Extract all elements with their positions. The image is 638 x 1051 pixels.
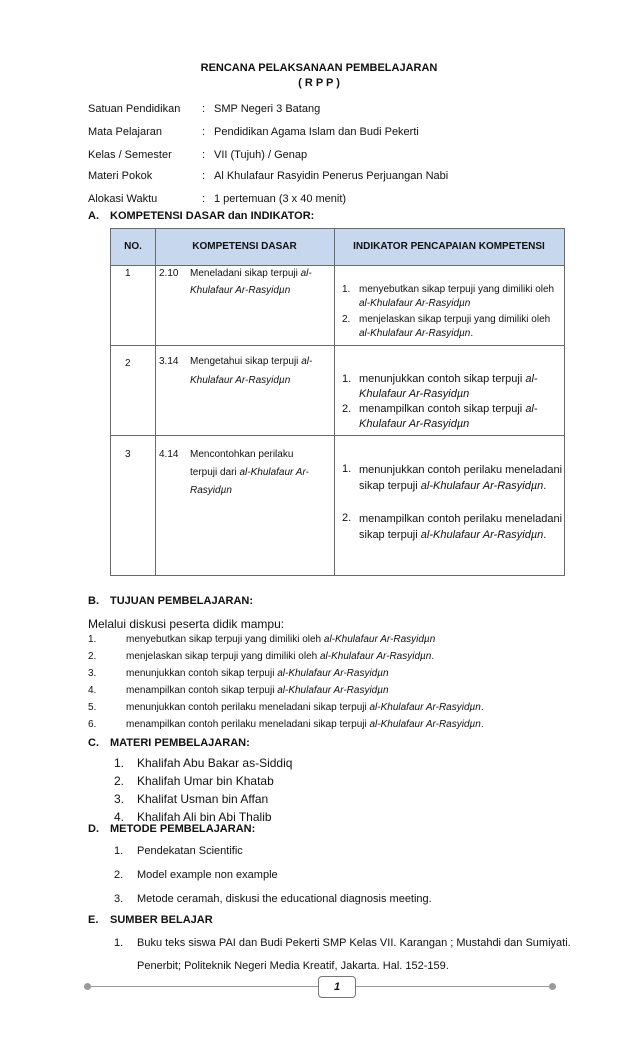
row-kd-italic: Khulafaur Ar-Rasyidµn [190, 285, 291, 296]
metode-num: 2. [114, 869, 124, 881]
indicator-num: 1. [342, 284, 351, 295]
materi-num: 1. [114, 756, 125, 770]
identity-label: Kelas / Semester [88, 149, 172, 161]
indicator-num: 1. [342, 373, 352, 385]
competency-table: NO. KOMPETENSI DASAR INDIKATOR PENCAPAIAN KOMPETENSI 1 2.10 Meneladani sikap terpuji al- Khulafaur Ar-Rasyidµn 1. menyebutkan sikap terpuji yang dimiliki oleh al-Khulafaur Ar-Rasyidµn 2. menjelaskan sikap terpuji yang dimiliki oleh al-Khulafaur Ar-Rasyidµn. 2 3.14 Mengetahui sikap terpuji al- Khulafaur Ar-Rasyidµn 1. menunjukkan contoh sikap terpuji al-Khulafaur Ar-Rasyidµn 2. menampilkan contoh sikap terpuji al-Khulafaur Ar-Rasyidµn 3 4.14 Mencontohkan perilaku terpuji dari al-Khulafaur Ar- Rasyidµn 1. menunjukkan contoh perilaku meneladani sikap terpuji al-Khulafaur Ar-Rasyidµn. 2. menampilkan contoh perilaku meneladani sikap terpuji al-Khulafaur Ar-Rasyidµn. [110, 228, 565, 576]
identity-value: 1 pertemuan (3 x 40 menit) [214, 193, 347, 205]
objective-item: menunjukkan contoh sikap terpuji al-Khulafaur Ar-Rasyidµn [126, 668, 389, 679]
materi-item: Khalifah Ali bin Abi Thalib [137, 810, 272, 824]
identity-label: Alokasi Waktu [88, 193, 158, 205]
row-code: 4.14 [159, 449, 179, 460]
indicator-item: menunjukkan contoh perilaku meneladani sikap terpuji al-Khulafaur Ar-Rasyidµn. [359, 464, 563, 492]
page-number: 1 [318, 976, 356, 998]
section-b-intro: Melalui diskusi peserta didik mampu: [88, 617, 285, 631]
objective-item: menampilkan contoh sikap terpuji al-Khulafaur Ar-Rasyidµn [126, 685, 389, 696]
section-e-title: SUMBER BELAJAR [110, 914, 213, 926]
section-a-letter: A. [88, 210, 99, 222]
row-kd-italic: Khulafaur Ar-Rasyidµn [190, 375, 291, 386]
document-subtitle: ( R P P ) [298, 77, 340, 89]
objective-item: menampilkan contoh perilaku meneladani sikap terpuji al-Khulafaur Ar-Rasyidµn. [126, 719, 484, 730]
row-code: 3.14 [159, 356, 179, 367]
row-code: 2.10 [159, 268, 179, 279]
section-d-title: METODE PEMBELAJARAN: [110, 823, 256, 835]
row-kd: Mengetahui sikap terpuji al- [190, 356, 313, 367]
objective-num: 2. [88, 651, 97, 662]
row-kd: Mencontohkan perilaku [190, 449, 294, 460]
footer-dot-right [549, 983, 556, 990]
objective-num: 1. [88, 634, 97, 645]
sumber-num: 1. [114, 937, 124, 949]
indicator-num: 2. [342, 314, 351, 325]
materi-item: Khalifat Usman bin Affan [137, 792, 269, 806]
indicator-num: 2. [342, 403, 352, 415]
objective-num: 5. [88, 702, 97, 713]
header-kompetensi-dasar: KOMPETENSI DASAR [192, 241, 297, 252]
section-c-title: MATERI PEMBELAJARAN: [110, 737, 250, 749]
metode-item: Metode ceramah, diskusi the educational diagnosis meeting. [137, 893, 432, 905]
indicator-item: menyebutkan sikap terpuji yang dimiliki oleh al-Khulafaur Ar-Rasyidµn [359, 284, 555, 309]
identity-value: Pendidikan Agama Islam dan Budi Pekerti [214, 126, 419, 138]
identity-label: Mata Pelajaran [88, 126, 162, 138]
metode-item: Model example non example [137, 869, 278, 881]
identity-value: Al Khulafaur Rasyidin Penerus Perjuangan Nabi [214, 170, 449, 182]
indicator-item: menjelaskan sikap terpuji yang dimiliki oleh al-Khulafaur Ar-Rasyidµn. [359, 314, 551, 339]
objective-item: menjelaskan sikap terpuji yang dimiliki oleh al-Khulafaur Ar-Rasyidµn. [126, 651, 435, 662]
metode-item: Pendekatan Scientific [137, 845, 243, 857]
materi-item: Khalifah Umar bin Khatab [137, 774, 274, 788]
section-b-title: TUJUAN PEMBELAJARAN: [110, 595, 254, 607]
metode-num: 1. [114, 845, 124, 857]
metode-num: 3. [114, 893, 124, 905]
materi-num: 2. [114, 774, 125, 788]
identity-colon: : [202, 170, 206, 182]
indicator-item: menampilkan contoh sikap terpuji al-Khulafaur Ar-Rasyidµn [359, 403, 538, 430]
identity-colon: : [202, 193, 206, 205]
identity-label: Materi Pokok [88, 170, 153, 182]
sumber-item: Buku teks siswa PAI dan Budi Pekerti SMP Kelas VII. Karangan ; Mustahdi dan Sumiyati. [137, 937, 571, 949]
materi-num: 4. [114, 810, 125, 824]
document-title: RENCANA PELAKSANAAN PEMBELAJARAN [200, 62, 438, 74]
section-c-letter: C. [88, 737, 99, 749]
objective-item: menunjukkan contoh perilaku meneladani sikap terpuji al-Khulafaur Ar-Rasyidµn. [126, 702, 484, 713]
identity-colon: : [202, 103, 206, 115]
section-b-letter: B. [88, 595, 99, 607]
identity-value: VII (Tujuh) / Genap [214, 149, 308, 161]
footer-dot-left [84, 983, 91, 990]
row-no: 1 [125, 268, 131, 279]
objective-num: 4. [88, 685, 97, 696]
materi-num: 3. [114, 792, 125, 806]
indicator-num: 2. [342, 512, 352, 524]
section-e-letter: E. [88, 914, 99, 926]
objective-num: 3. [88, 668, 97, 679]
section-d-letter: D. [88, 823, 99, 835]
header-no: NO. [124, 241, 142, 252]
row-kd-italic: Rasyidµn [190, 485, 232, 496]
indicator-item: menampilkan contoh perilaku meneladani sikap terpuji al-Khulafaur Ar-Rasyidµn. [359, 513, 563, 541]
section-a-title: KOMPETENSI DASAR dan INDIKATOR: [110, 210, 315, 222]
materi-item: Khalifah Abu Bakar as-Siddiq [137, 756, 293, 770]
indicator-num: 1. [342, 463, 352, 475]
row-no: 3 [125, 449, 131, 460]
row-kd: Meneladani sikap terpuji al- [190, 268, 312, 279]
identity-label: Satuan Pendidikan [88, 103, 181, 115]
sumber-item-continued: Penerbit; Politeknik Negeri Media Kreatif, Jakarta. Hal. 152-159. [137, 960, 449, 972]
identity-colon: : [202, 149, 206, 161]
identity-value: SMP Negeri 3 Batang [214, 103, 321, 115]
objective-item: menyebutkan sikap terpuji yang dimiliki oleh al-Khulafaur Ar-Rasyidµn [126, 634, 436, 645]
indicator-item: menunjukkan contoh sikap terpuji al-Khulafaur Ar-Rasyidµn [359, 373, 538, 400]
row-no: 2 [125, 358, 131, 369]
header-indikator: INDIKATOR PENCAPAIAN KOMPETENSI [353, 241, 545, 252]
identity-colon: : [202, 126, 206, 138]
objective-num: 6. [88, 719, 97, 730]
